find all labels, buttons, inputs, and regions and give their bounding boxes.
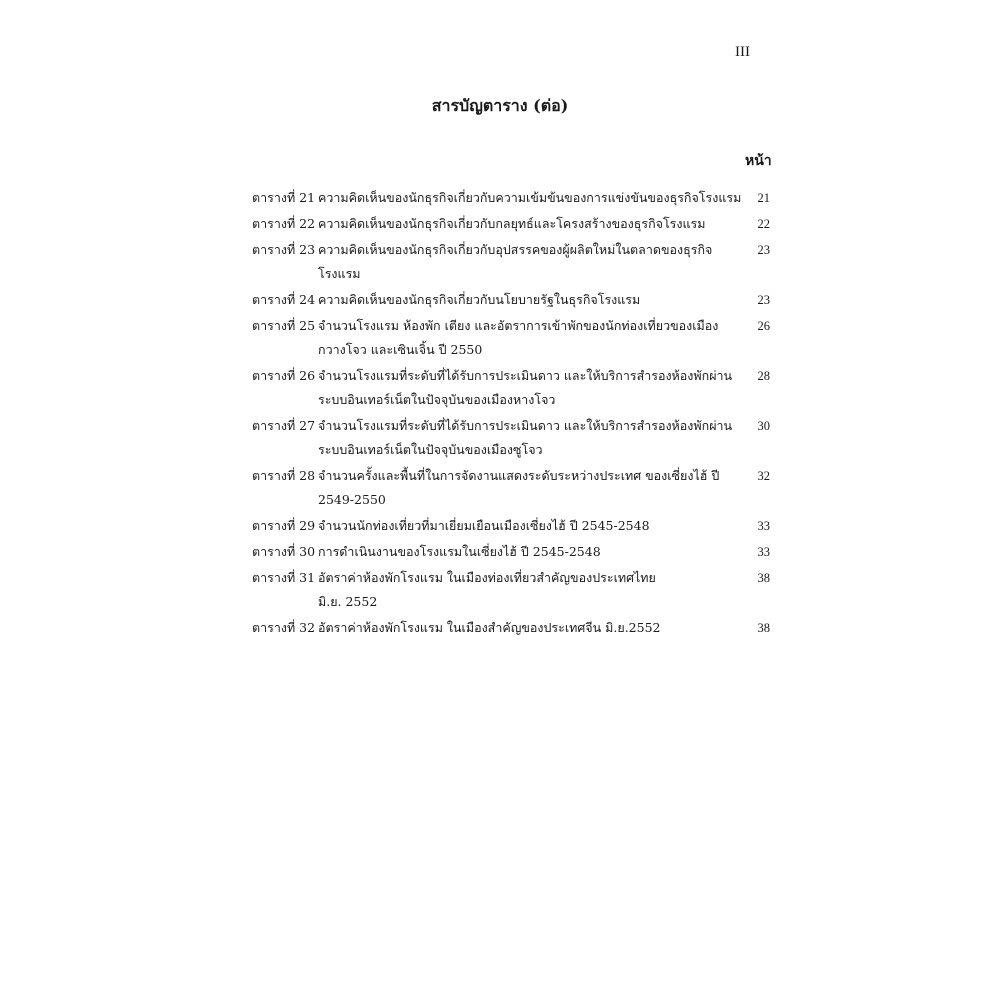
- page-column-header: หน้า: [745, 153, 772, 169]
- toc-entry-description-line: จำนวนโรงแรมที่ระดับที่ได้รับการประเมินดาว และให้บริการสำรองห้องพักผ่าน: [318, 368, 733, 383]
- toc-entry: [252, 238, 772, 286]
- toc-entry-description-line: ความคิดเห็นของนักธุรกิจเกี่ยวกับความเข้มข้นของการแข่งขันของธุรกิจโรงแรม: [318, 190, 742, 205]
- toc-entry-description: [318, 364, 733, 412]
- toc-entry: [252, 514, 772, 538]
- table-of-contents: [252, 186, 772, 642]
- toc-entry-page: 23: [757, 243, 770, 257]
- toc-entry: [252, 186, 772, 210]
- toc-entry-description: [318, 288, 713, 312]
- toc-entry-description-line: 2549-2550: [318, 492, 386, 507]
- toc-entry-description-line: จำนวนครั้งและพื้นที่ในการจัดงานแสดงระดับระหว่างประเทศ ของเซี่ยงไฮ้ ปี: [318, 468, 720, 483]
- toc-entry-page: 30: [757, 419, 770, 433]
- toc-entry-description: [318, 314, 719, 362]
- toc-entry: [252, 540, 772, 564]
- toc-entry-page: 33: [757, 519, 770, 533]
- toc-entry-description-line: จำนวนนักท่องเที่ยวที่มาเยี่ยมเยือนเมืองเซี่ยงไฮ้ ปี 2545-2548: [318, 518, 650, 533]
- page-number: III: [735, 44, 750, 60]
- toc-entry-label: ตารางที่ 23: [252, 242, 316, 257]
- toc-entry: [252, 288, 772, 312]
- toc-entry-label: ตารางที่ 32: [252, 620, 316, 635]
- toc-entry: [252, 464, 772, 512]
- toc-entry-description: [318, 566, 713, 614]
- toc-entry-description-line: โรงแรม: [318, 266, 361, 281]
- toc-entry: [252, 566, 772, 614]
- toc-entry-page: 21: [757, 191, 770, 205]
- toc-entry-description: [318, 540, 713, 564]
- toc-entry: [252, 616, 772, 640]
- toc-entry-page: 26: [757, 319, 770, 333]
- toc-entry-description-line: อัตราค่าห้องพักโรงแรม ในเมืองท่องเที่ยวสำคัญของประเทศไทย: [318, 570, 656, 585]
- toc-entry-description-line: ความคิดเห็นของนักธุรกิจเกี่ยวกับนโยบายรัฐในธุรกิจโรงแรม: [318, 292, 641, 307]
- toc-entry-description-line: จำนวนโรงแรม ห้องพัก เตียง และอัตราการเข้าพักของนักท่องเที่ยวของเมือง: [318, 318, 719, 333]
- page-title: สารบัญตาราง (ต่อ): [431, 96, 569, 115]
- toc-entry-label: ตารางที่ 25: [252, 318, 316, 333]
- toc-entry-description: [318, 464, 720, 512]
- toc-entry-label: ตารางที่ 27: [252, 418, 316, 433]
- toc-entry-label: ตารางที่ 31: [252, 570, 316, 585]
- toc-entry-description-line: ระบบอินเทอร์เน็ตในปัจจุบันของเมืองซูโจว: [318, 442, 543, 457]
- toc-entry: [252, 212, 772, 236]
- toc-entry-label: ตารางที่ 21: [252, 190, 316, 205]
- toc-entry-label: ตารางที่ 24: [252, 292, 316, 307]
- toc-entry-page: 38: [757, 621, 770, 635]
- toc-entry-description: [318, 414, 733, 462]
- toc-entry-description: [318, 238, 713, 286]
- toc-entry-label: ตารางที่ 29: [252, 518, 316, 533]
- toc-entry-description-line: ความคิดเห็นของนักธุรกิจเกี่ยวกับอุปสรรคของผู้ผลิตใหม่ในตลาดของธุรกิจ: [318, 242, 713, 257]
- toc-entry-description-line: จำนวนโรงแรมที่ระดับที่ได้รับการประเมินดาว และให้บริการสำรองห้องพักผ่าน: [318, 418, 733, 433]
- toc-entry-description: [318, 616, 713, 640]
- toc-entry-page: 23: [757, 293, 770, 307]
- toc-entry-description-line: อัตราค่าห้องพักโรงแรม ในเมืองสำคัญของประเทศจีน มิ.ย.2552: [318, 620, 661, 635]
- toc-entry-page: 22: [757, 217, 770, 231]
- toc-entry-description-line: กวางโจว และเซินเจิ้น ปี 2550: [318, 342, 483, 357]
- toc-entry-description: [318, 212, 713, 236]
- toc-entry-page: 33: [757, 545, 770, 559]
- toc-entry-label: ตารางที่ 30: [252, 544, 316, 559]
- toc-entry-description-line: ความคิดเห็นของนักธุรกิจเกี่ยวกับกลยุทธ์และโครงสร้างของธุรกิจโรงแรม: [318, 216, 706, 231]
- toc-entry-description-line: การดำเนินงานของโรงแรมในเซี่ยงไฮ้ ปี 2545-2548: [318, 544, 601, 559]
- toc-entry-page: 38: [757, 571, 770, 585]
- toc-entry: [252, 314, 772, 362]
- toc-entry-description: [318, 514, 713, 538]
- toc-entry-description: [318, 186, 742, 210]
- toc-entry: [252, 414, 772, 462]
- toc-entry-label: ตารางที่ 28: [252, 468, 316, 483]
- toc-entry: [252, 364, 772, 412]
- toc-entry-page: 28: [757, 369, 770, 383]
- toc-entry-label: ตารางที่ 22: [252, 216, 316, 231]
- toc-entry-description-line: ระบบอินเทอร์เน็ตในปัจจุบันของเมืองหางโจว: [318, 392, 556, 407]
- toc-entry-page: 32: [757, 469, 770, 483]
- toc-entry-label: ตารางที่ 26: [252, 368, 316, 383]
- toc-entry-description-line: มิ.ย. 2552: [318, 594, 378, 609]
